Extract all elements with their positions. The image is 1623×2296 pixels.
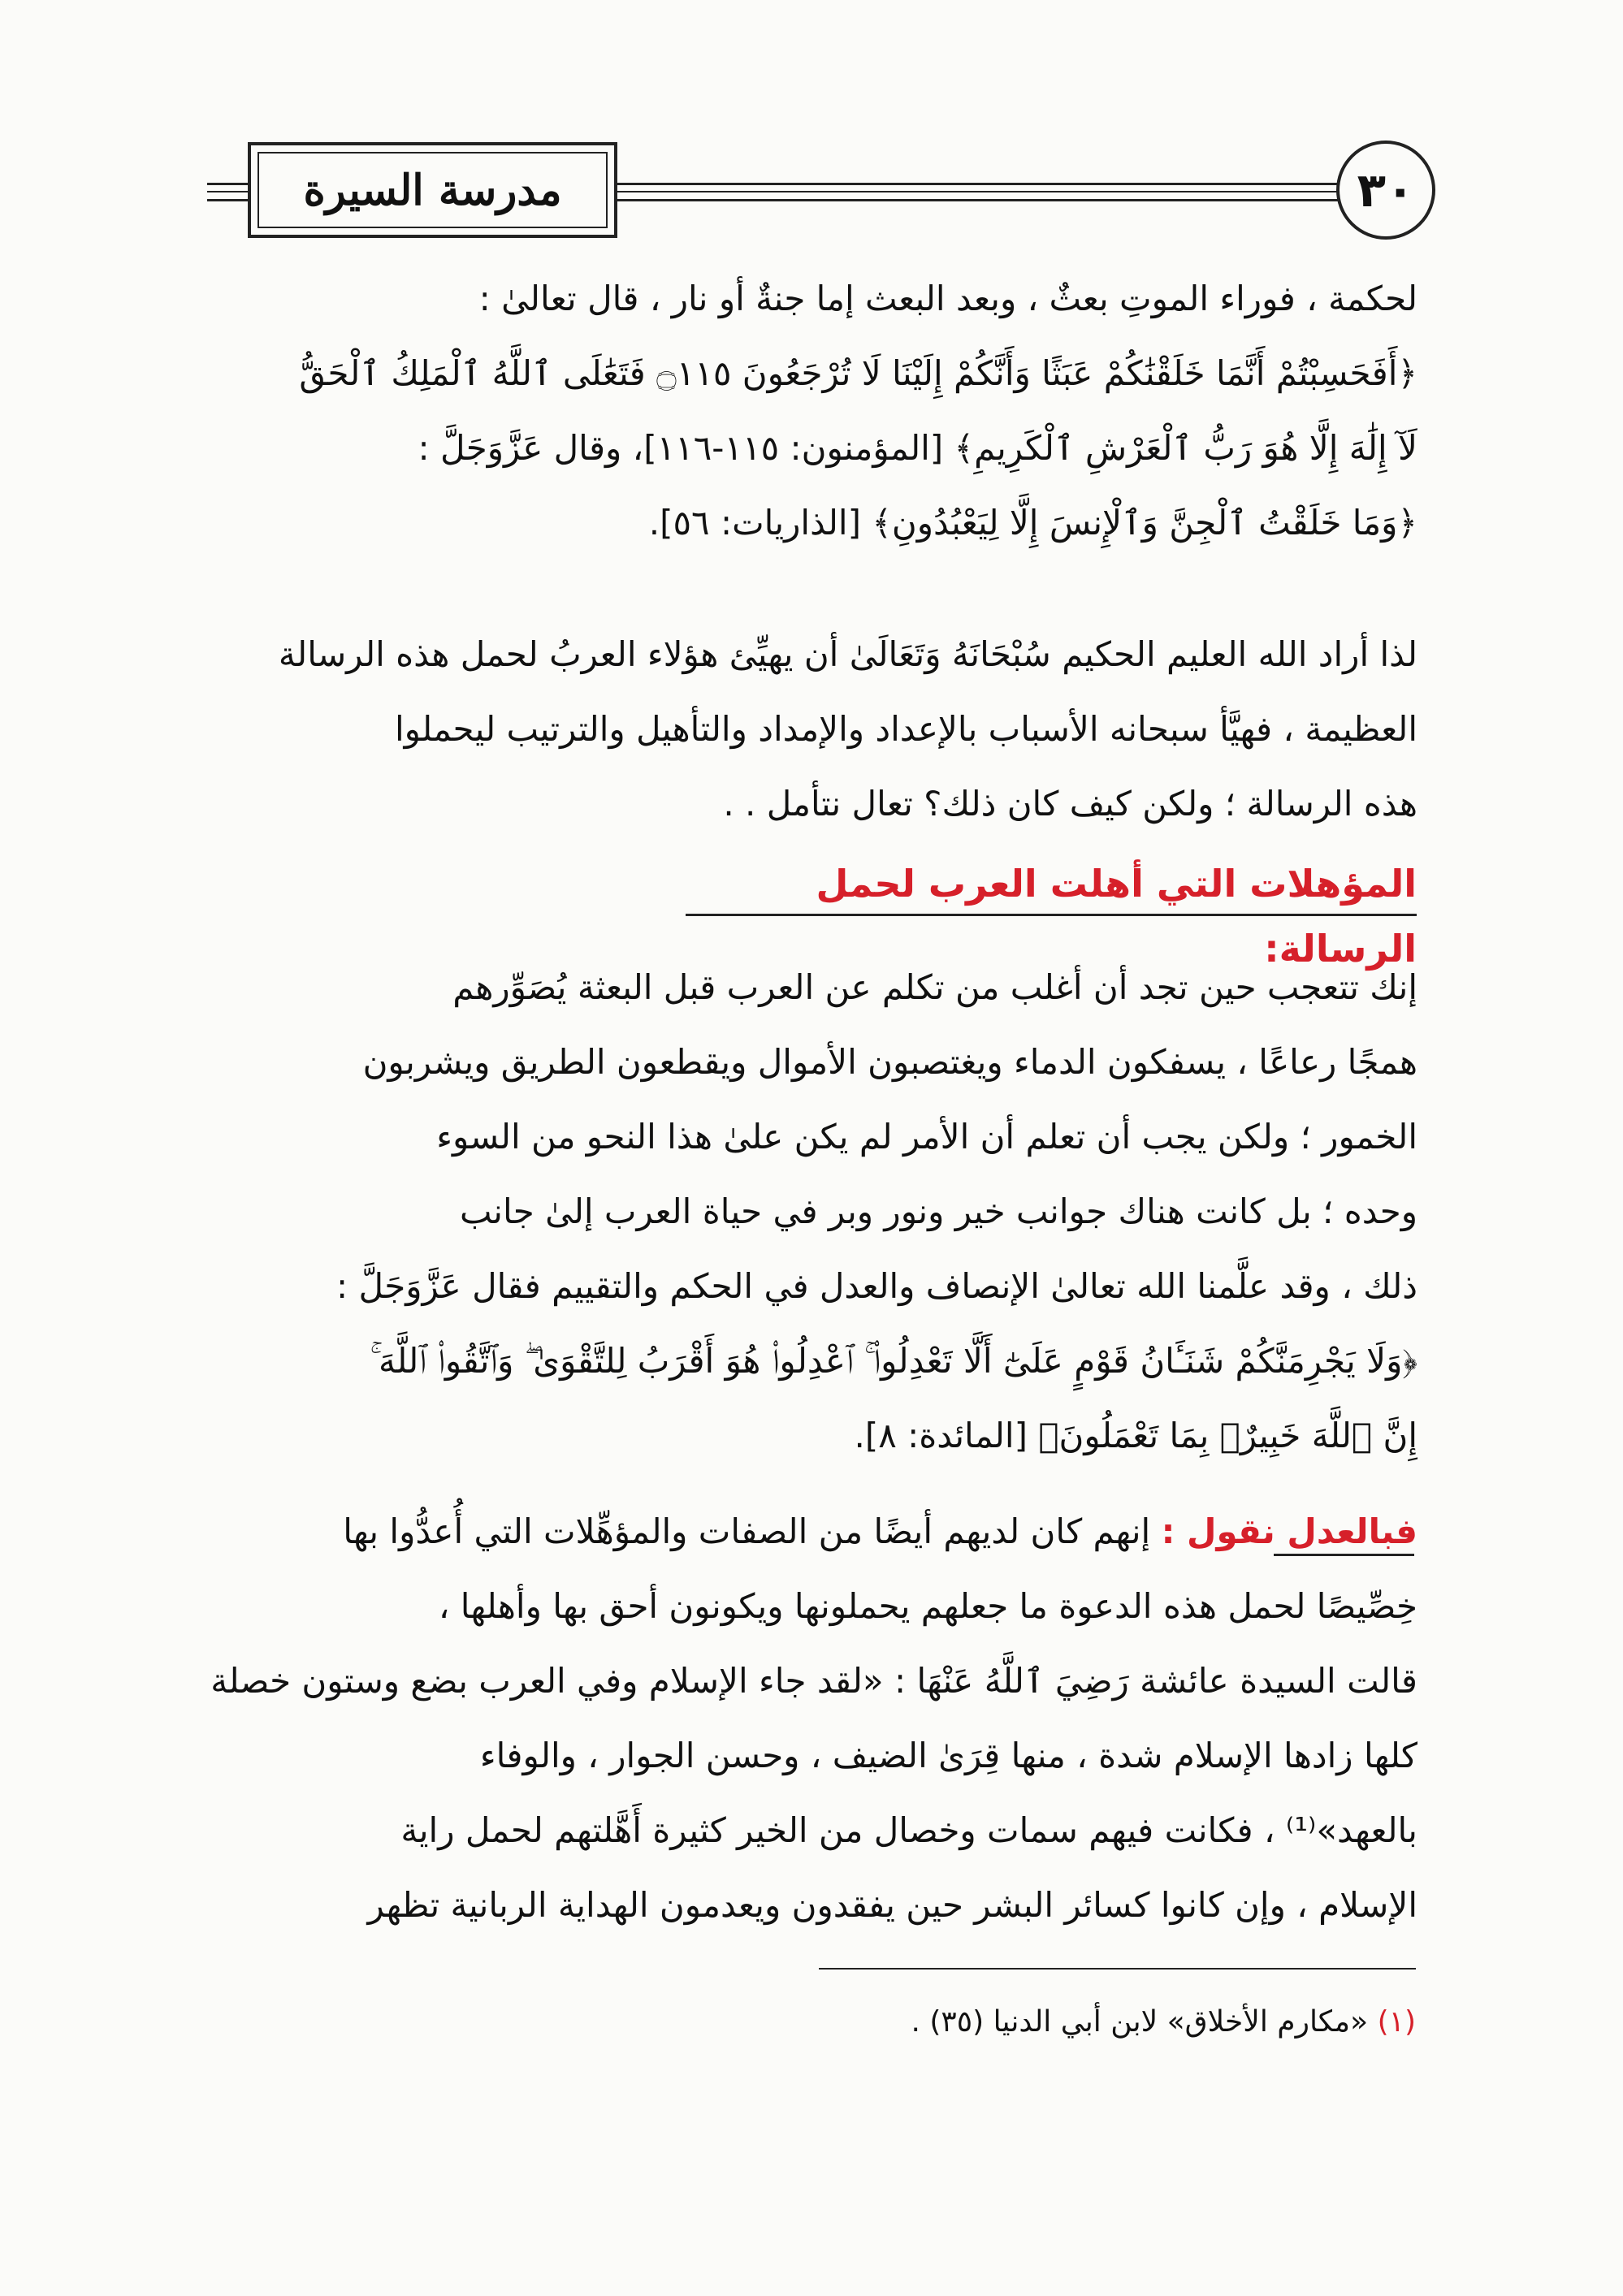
- footnote-number: (١): [1377, 2005, 1416, 2039]
- text-line: [206, 1494, 1417, 1569]
- text-line: الإسلام ، وإن كانوا كسائر البشر حين يفقدون ويعدمون الهداية الربانية تظهر: [367, 1885, 1417, 1925]
- text-line: لذا أراد الله العليم الحكيم سُبْحَانَهُ وَتَعَالَىٰ أن يهيِّئ هؤلاء العربُ لحمل هذه الرسالة: [278, 634, 1417, 674]
- text-line: خِصِّيصًا لحمل هذه الدعوة ما جعلهم يحملونها ويكونون أحق بها وأهلها ،: [438, 1586, 1417, 1626]
- paragraph-1: [206, 262, 1417, 560]
- paragraph-lead-underline: [1274, 1554, 1414, 1556]
- quran-verse-line: إِنَّ ٱللَّهَ خَبِيرٌۢ بِمَا تَعْمَلُونَ﴾ [المائدة: ٨].: [854, 1416, 1417, 1455]
- quran-verse-line: ﴿وَمَا خَلَقْتُ ٱلْجِنَّ وَٱلْإِنسَ إِلَّا لِيَعْبُدُونِ﴾ [الذاريات: ٥٦].: [648, 503, 1417, 543]
- text-line: هذه الرسالة ؛ ولكن كيف كان ذلك؟ تعال نتأمل . .: [723, 784, 1417, 824]
- text-line: وحده ؛ بل كانت هناك جوانب خير ونور وبر في حياة العرب إلىٰ جانب: [460, 1191, 1417, 1231]
- book-title: مدرسة السيرة: [258, 152, 608, 228]
- text-line: قالت السيدة عائشة رَضِيَ ٱللَّهُ عَنْهَا : «لقد جاء الإسلام وفي العرب بضع وستون خصلة: [210, 1661, 1417, 1701]
- quran-verse-line: ﴿وَلَا يَجْرِمَنَّكُمْ شَنَـَٔانُ قَوْمٍ عَلَىٰٓ أَلَّا تَعْدِلُوا۟ ۚ ٱعْدِلُوا۟ هُوَ أَقْرَبُ لِلتَّقْوَىٰ ۖ وَٱتَّقُوا۟ ٱللَّهَ ۚ: [370, 1341, 1417, 1381]
- footnote: [731, 1998, 1416, 2047]
- text-line: الخمور ؛ ولكن يجب أن تعلم أن الأمر لم يكن علىٰ هذا النحو من السوء: [436, 1117, 1417, 1157]
- book-title-cartouche: [248, 142, 617, 238]
- text-line: بالعهد»⁽¹⁾ ، فكانت فيهم سمات وخصال من الخير كثيرة أَهَّلتهم لحمل راية: [400, 1810, 1417, 1850]
- page-header: [207, 134, 1434, 248]
- quran-verse-line: لَآ إِلَٰهَ إِلَّا هُوَ رَبُّ ٱلْعَرْشِ ٱلْكَرِيمِ﴾ [المؤمنون: ١١٥-١١٦]، وقال عَزَّوَجَلَّ :: [418, 428, 1417, 468]
- text-line: العظيمة ، فهيَّأ سبحانه الأسباب بالإعداد والإمداد والتأهيل والترتيب ليحملوا: [395, 709, 1417, 749]
- section-heading-underline: [686, 914, 1417, 916]
- page-number: ٣٠: [1336, 141, 1435, 240]
- paragraph-2: [206, 617, 1417, 841]
- text-line: همجًا رعاعًا ، يسفكون الدماء ويغتصبون الأموال ويقطعون الطريق ويشربون: [362, 1042, 1417, 1082]
- text-line: إنك تتعجب حين تجد أن أغلب من تكلم عن العرب قبل البعثة يُصَوِّرهم: [452, 967, 1417, 1007]
- paragraph-lead-rest: إنهم كان لديهم أيضًا من الصفات والمؤهِّلات التي أُعدُّوا بها: [343, 1511, 1162, 1551]
- footnote-separator: [819, 1968, 1416, 1970]
- text-line: ذلك ، وقد علَّمنا الله تعالىٰ الإنصاف والعدل في الحكم والتقييم فقال عَزَّوَجَلَّ :: [335, 1266, 1417, 1306]
- paragraph-lead: فبالعدل نقول :: [1161, 1511, 1417, 1551]
- quran-verse-line: ﴿أَفَحَسِبْتُمْ أَنَّمَا خَلَقْنَٰكُمْ عَبَثًا وَأَنَّكُمْ إِلَيْنَا لَا تُرْجَعُونَ ۝١١٥ فَتَعَٰلَى ٱللَّهُ ٱلْمَلِكُ ٱلْحَقُّ: [299, 353, 1417, 393]
- text-line: كلها زادها الإسلام شدة ، منها قِرَىٰ الضيف ، وحسن الجوار ، والوفاء: [479, 1736, 1417, 1775]
- paragraph-4: [206, 1494, 1417, 1943]
- footnote-text: «مكارم الأخلاق» لابن أبي الدنيا (٣٥) .: [911, 2005, 1378, 2039]
- text-line: لحكمة ، فوراء الموتِ بعثٌ ، وبعد البعث إما جنةٌ أو نار ، قال تعالىٰ :: [478, 279, 1417, 318]
- section-heading: المؤهلات التي أهلت العرب لحمل الرسالة:: [816, 862, 1417, 971]
- paragraph-3: [206, 950, 1417, 1473]
